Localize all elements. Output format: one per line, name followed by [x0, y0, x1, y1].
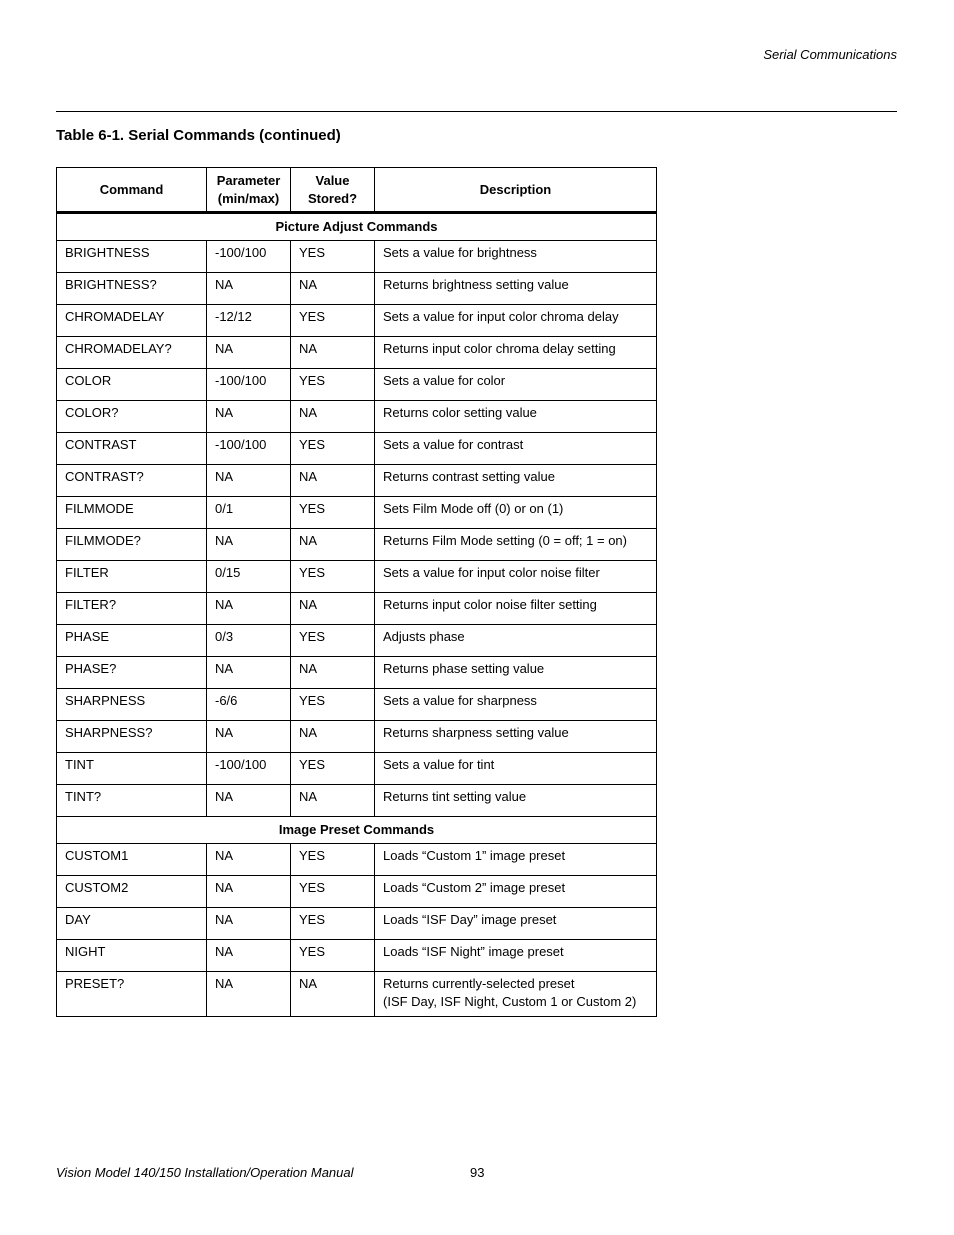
command-cell: NIGHT [57, 940, 207, 972]
table-row [57, 940, 657, 972]
table-row [57, 369, 657, 401]
parameter-cell: NA [207, 593, 291, 625]
description-cell: Returns color setting value [375, 401, 657, 433]
parameter-cell: NA [207, 657, 291, 689]
parameter-cell: 0/1 [207, 497, 291, 529]
description-cell: Returns brightness setting value [375, 273, 657, 305]
parameter-cell: NA [207, 401, 291, 433]
table-header-row [57, 168, 657, 213]
description-cell: Returns sharpness setting value [375, 721, 657, 753]
table-body [57, 213, 657, 1017]
command-cell: PHASE? [57, 657, 207, 689]
value-stored-cell: YES [291, 908, 375, 940]
serial-commands-table [56, 167, 657, 1017]
description-cell: Loads “ISF Night” image preset [375, 940, 657, 972]
parameter-cell: -100/100 [207, 369, 291, 401]
description-cell: Returns Film Mode setting (0 = off; 1 = on) [375, 529, 657, 561]
table-row [57, 876, 657, 908]
value-stored-cell: YES [291, 305, 375, 337]
column-header-command: Command [57, 168, 207, 213]
section-header-row [57, 817, 657, 844]
parameter-cell: NA [207, 876, 291, 908]
value-stored-cell: NA [291, 657, 375, 689]
value-stored-cell: YES [291, 241, 375, 273]
description-cell: Sets a value for color [375, 369, 657, 401]
command-cell: SHARPNESS? [57, 721, 207, 753]
header-rule [56, 111, 897, 112]
value-stored-cell: YES [291, 433, 375, 465]
value-stored-cell: YES [291, 940, 375, 972]
command-cell: COLOR? [57, 401, 207, 433]
parameter-cell: -100/100 [207, 241, 291, 273]
parameter-cell: NA [207, 785, 291, 817]
table-row [57, 433, 657, 465]
parameter-cell: -100/100 [207, 433, 291, 465]
table-row [57, 401, 657, 433]
value-stored-cell: YES [291, 876, 375, 908]
command-cell: FILTER? [57, 593, 207, 625]
value-stored-cell: YES [291, 625, 375, 657]
command-cell: SHARPNESS [57, 689, 207, 721]
parameter-cell: NA [207, 465, 291, 497]
value-stored-cell: NA [291, 972, 375, 1017]
command-cell: CUSTOM2 [57, 876, 207, 908]
command-cell: PRESET? [57, 972, 207, 1017]
footer-manual-title: Vision Model 140/150 Installation/Operation Manual [56, 1165, 354, 1180]
command-cell: FILMMODE [57, 497, 207, 529]
command-cell: TINT? [57, 785, 207, 817]
description-cell: Sets a value for brightness [375, 241, 657, 273]
value-stored-cell: NA [291, 465, 375, 497]
table-title: Table 6-1. Serial Commands (continued) [56, 127, 341, 144]
running-header: Serial Communications [763, 47, 897, 62]
page-number: 93 [470, 1165, 485, 1180]
command-cell: PHASE [57, 625, 207, 657]
column-header-description: Description [375, 168, 657, 213]
command-cell: FILTER [57, 561, 207, 593]
parameter-cell: NA [207, 273, 291, 305]
value-stored-cell: YES [291, 369, 375, 401]
value-stored-cell: NA [291, 337, 375, 369]
parameter-cell: NA [207, 908, 291, 940]
parameter-cell: NA [207, 529, 291, 561]
description-cell: Sets a value for contrast [375, 433, 657, 465]
description-cell: Returns input color chroma delay setting [375, 337, 657, 369]
value-stored-cell: YES [291, 753, 375, 785]
description-cell: Sets a value for input color noise filter [375, 561, 657, 593]
table-row [57, 908, 657, 940]
value-stored-cell: YES [291, 497, 375, 529]
description-cell [375, 972, 657, 1017]
table-row [57, 753, 657, 785]
description-cell: Returns tint setting value [375, 785, 657, 817]
table-row [57, 844, 657, 876]
command-cell: DAY [57, 908, 207, 940]
value-stored-cell: NA [291, 785, 375, 817]
description-cell: Sets a value for sharpness [375, 689, 657, 721]
value-stored-cell: NA [291, 721, 375, 753]
description-cell: Loads “ISF Day” image preset [375, 908, 657, 940]
section-title: Image Preset Commands [57, 817, 657, 844]
parameter-cell: NA [207, 721, 291, 753]
description-line: Returns currently-selected preset [383, 976, 575, 991]
command-cell: TINT [57, 753, 207, 785]
column-header-value-stored: Value Stored? [291, 168, 375, 213]
value-stored-cell: YES [291, 561, 375, 593]
command-cell: CHROMADELAY [57, 305, 207, 337]
table-row [57, 465, 657, 497]
parameter-cell: -100/100 [207, 753, 291, 785]
value-stored-cell: NA [291, 593, 375, 625]
value-stored-cell: YES [291, 844, 375, 876]
value-stored-cell: NA [291, 401, 375, 433]
description-cell: Loads “Custom 1” image preset [375, 844, 657, 876]
description-cell: Returns input color noise filter setting [375, 593, 657, 625]
column-header-parameter: Parameter (min/max) [207, 168, 291, 213]
command-cell: FILMMODE? [57, 529, 207, 561]
description-cell: Returns phase setting value [375, 657, 657, 689]
table-row [57, 689, 657, 721]
parameter-cell: -6/6 [207, 689, 291, 721]
table-row [57, 497, 657, 529]
section-title: Picture Adjust Commands [57, 213, 657, 241]
description-cell: Adjusts phase [375, 625, 657, 657]
table-row [57, 721, 657, 753]
description-cell: Loads “Custom 2” image preset [375, 876, 657, 908]
command-cell: COLOR [57, 369, 207, 401]
description-cell: Sets a value for tint [375, 753, 657, 785]
command-cell: CUSTOM1 [57, 844, 207, 876]
section-header-row [57, 213, 657, 241]
value-stored-cell: YES [291, 689, 375, 721]
table-row [57, 657, 657, 689]
table-row [57, 305, 657, 337]
description-cell: Sets a value for input color chroma delay [375, 305, 657, 337]
parameter-cell: NA [207, 337, 291, 369]
command-cell: CHROMADELAY? [57, 337, 207, 369]
command-cell: CONTRAST? [57, 465, 207, 497]
parameter-cell: -12/12 [207, 305, 291, 337]
table-row [57, 625, 657, 657]
description-cell: Returns contrast setting value [375, 465, 657, 497]
command-cell: BRIGHTNESS [57, 241, 207, 273]
table-row [57, 529, 657, 561]
description-cell: Sets Film Mode off (0) or on (1) [375, 497, 657, 529]
parameter-cell: NA [207, 940, 291, 972]
parameter-cell: 0/3 [207, 625, 291, 657]
description-line: (ISF Day, ISF Night, Custom 1 or Custom 2) [383, 994, 637, 1009]
table-row [57, 593, 657, 625]
table-row [57, 241, 657, 273]
parameter-cell: NA [207, 844, 291, 876]
table-row [57, 273, 657, 305]
parameter-cell: 0/15 [207, 561, 291, 593]
value-stored-cell: NA [291, 273, 375, 305]
command-cell: CONTRAST [57, 433, 207, 465]
table-row [57, 337, 657, 369]
table-row [57, 561, 657, 593]
value-stored-cell: NA [291, 529, 375, 561]
command-cell: BRIGHTNESS? [57, 273, 207, 305]
table-row [57, 972, 657, 1017]
table-row [57, 785, 657, 817]
parameter-cell: NA [207, 972, 291, 1017]
